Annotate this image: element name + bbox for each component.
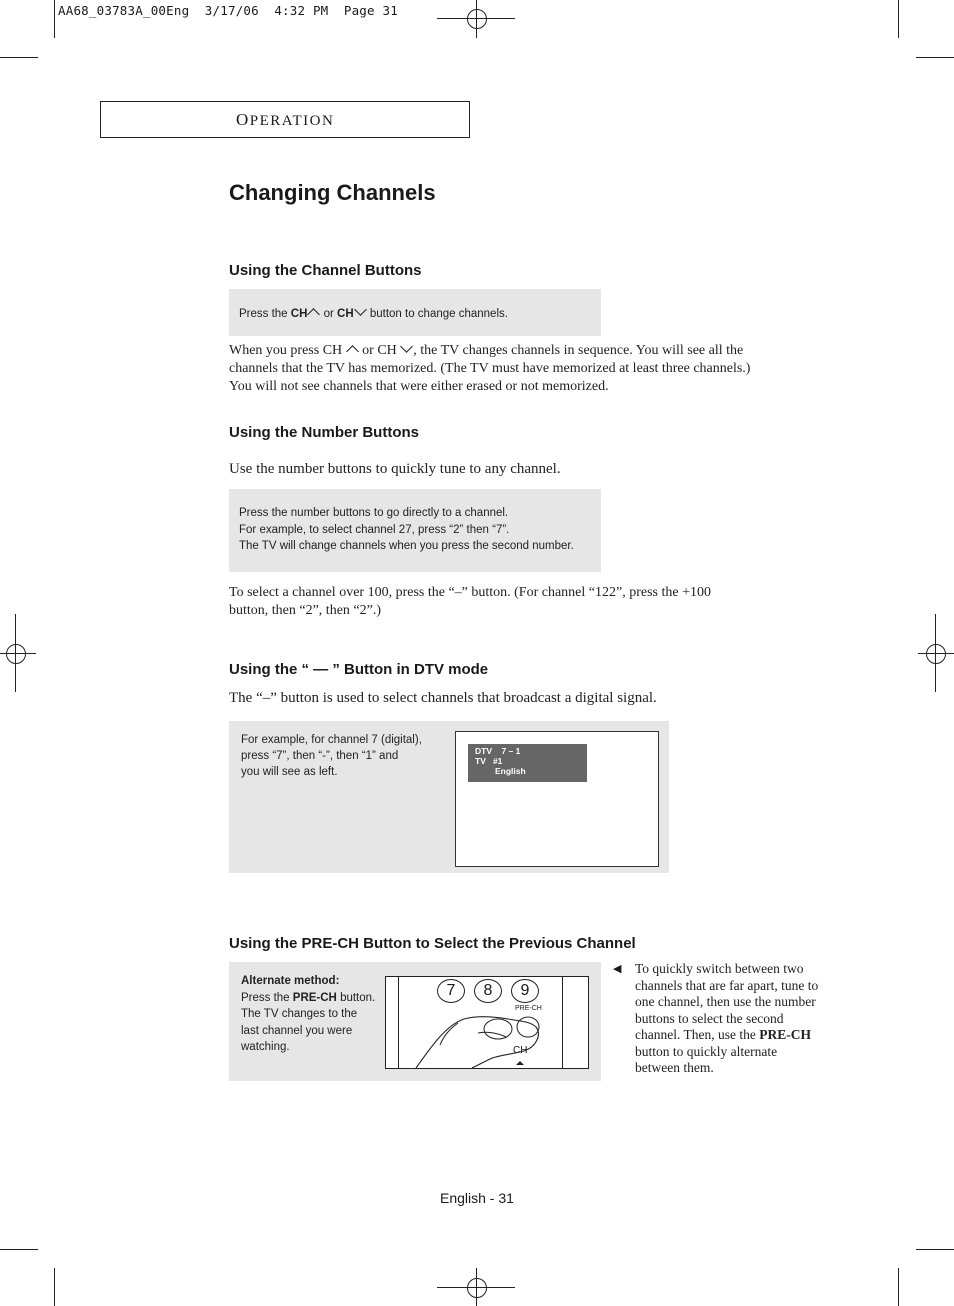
note-arrow-icon: ◀	[613, 962, 622, 975]
heading-number-buttons: Using the Number Buttons	[229, 424, 419, 441]
ch-up-icon	[346, 345, 359, 358]
ch-down-icon	[354, 303, 367, 316]
channel-buttons-box	[229, 289, 601, 336]
remote-ch-label: CH	[513, 1045, 528, 1056]
remote-prech-label: PRE-CH	[515, 1005, 542, 1012]
remote-button-9: 9	[511, 979, 539, 1003]
ch-up-icon	[308, 308, 321, 321]
heading-channel-buttons: Using the Channel Buttons	[229, 262, 422, 279]
remote-illustration	[385, 976, 589, 1069]
ch-down-icon	[400, 340, 413, 353]
channel-osd-banner: DTV 7 – 1 TV #1 English	[468, 744, 587, 782]
print-slug: AA68_03783A_00Eng 3/17/06 4:32 PM Page 31	[58, 3, 398, 18]
section-label: OPERATION	[236, 110, 335, 129]
number-buttons-instructions: Press the number buttons to go directly to a channel. For example, to select channel 27, press “2” then “7”. The TV will change channels when you press the second number.	[239, 507, 574, 552]
number-buttons-intro: Use the number buttons to quickly tune to any channel.	[229, 461, 561, 477]
hand-pressing-icon	[386, 977, 588, 1068]
channel-buttons-body: When you press CH or CH , the TV changes channels in sequence. You will see all the channels that the TV has memorized. (The TV must have memorized at least three channels.) You will not see channels that were either erased or not memorized.	[229, 342, 819, 396]
dtv-intro: The “–” button is used to select channels that broadcast a digital signal.	[229, 690, 657, 706]
number-buttons-box	[229, 489, 601, 572]
page-number: English - 31	[440, 1190, 514, 1206]
heading-prech: Using the PRE-CH Button to Select the Previous Channel	[229, 935, 636, 952]
number-buttons-body: To select a channel over 100, press the “–” button. (For channel “122”, press the +100 button, then “2”, then “2”.)	[229, 585, 711, 618]
remote-button-8: 8	[474, 979, 502, 1003]
channel-buttons-instruction: Press the CH or CH button to change channels.	[239, 305, 508, 323]
prech-alternate-text: Alternate method: Press the PRE-CH button. The TV changes to the last channel you were watching.	[241, 975, 376, 1053]
dtv-example-text: For example, for channel 7 (digital), press “7”, then “-”, then “1” and you will see as left.	[241, 734, 422, 778]
heading-dtv-mode: Using the “ — ” Button in DTV mode	[229, 661, 489, 678]
prech-note: To quickly switch between two channels that are far apart, tune to one channel, then use the number buttons to select the second channel. Then, use the PRE-CH button to quickly alternate between them.	[635, 961, 819, 1075]
page-title: Changing Channels	[229, 180, 436, 205]
remote-button-7: 7	[437, 979, 465, 1003]
